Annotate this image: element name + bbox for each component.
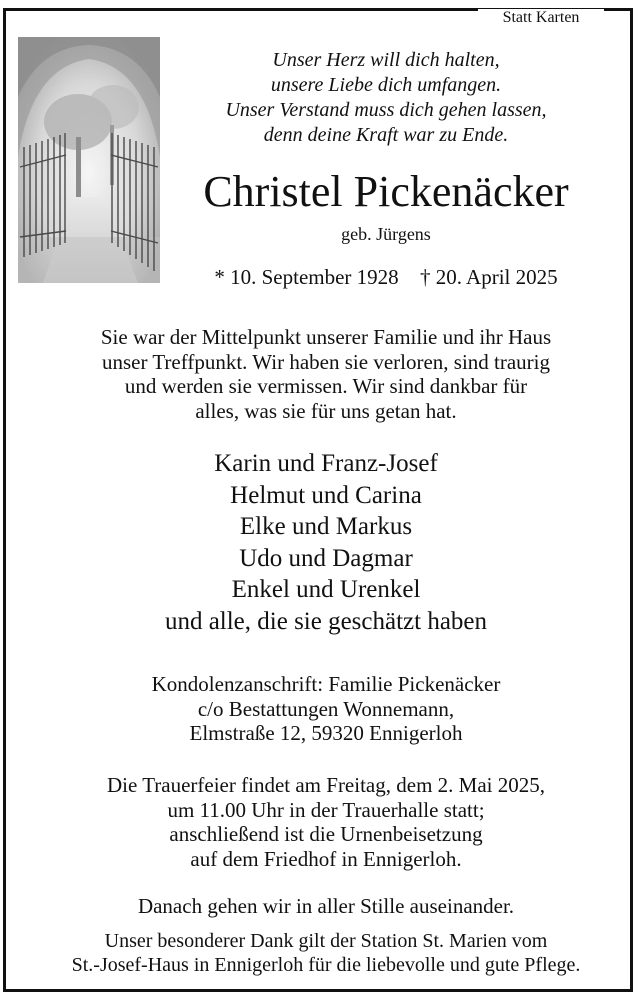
tribute-line: alles, was sie für uns getan hat. xyxy=(195,398,457,423)
life-dates xyxy=(166,265,606,290)
address-line: Elmstraße 12, 59320 Ennigerloh xyxy=(189,721,463,745)
poem-line: unsere Liebe dich umfangen. xyxy=(270,74,502,96)
mourners-list xyxy=(26,448,626,637)
tribute-line: und werden sie vermissen. Wir sind dankbar für xyxy=(124,374,528,398)
birth-date: * 10. September 1928 xyxy=(214,265,399,289)
poem-line: Unser Verstand muss dich gehen lassen, xyxy=(225,99,547,121)
thanks-line: Unser besonderer Dank gilt der Station St. Marien vom xyxy=(104,930,548,952)
address-line: c/o Bestattungen Wonnemann, xyxy=(197,696,455,721)
born-name: geb. Jürgens xyxy=(341,224,431,244)
death-date: † 20. April 2025 xyxy=(419,265,558,289)
ceremony-line: um 11.00 Uhr in der Trauerhalle statt; xyxy=(167,797,485,822)
mourner-line: Karin und Franz-Josef xyxy=(214,450,438,477)
garden-gate-photo xyxy=(18,37,160,283)
condolence-address xyxy=(26,672,626,746)
poem-line: Unser Herz will dich halten, xyxy=(272,49,500,71)
mourner-line: Elke und Markus xyxy=(239,513,413,540)
ceremony-line: anschließend ist die Urnenbeisetzung xyxy=(169,822,483,846)
garden-gate-icon xyxy=(18,37,160,283)
thanks-line: St.-Josef-Haus in Ennigerloh für die liebevolle und gute Pflege. xyxy=(71,954,581,976)
poem xyxy=(176,48,596,148)
ceremony-line: auf dem Friedhof in Ennigerloh. xyxy=(190,846,462,871)
ceremony-info xyxy=(26,773,626,871)
poem-line: denn deine Kraft war zu Ende. xyxy=(263,124,509,146)
mourner-line: Udo und Dagmar xyxy=(239,544,413,572)
tribute-text xyxy=(26,325,626,423)
farewell-text: Danach gehen wir in aller Stille auseinander. xyxy=(137,894,515,918)
tribute-line: Sie war der Mittelpunkt unserer Familie und ihr Haus xyxy=(100,325,552,349)
ceremony-line: Die Trauerfeier findet am Freitag, dem 2. Mai 2025, xyxy=(107,773,545,797)
mourner-line: und alle, die sie geschätzt haben xyxy=(164,607,488,635)
mourner-line: Enkel und Urenkel xyxy=(231,576,421,603)
address-line: Kondolenzanschrift: Familie Pickenäcker xyxy=(151,672,501,696)
mourner-line: Helmut und Carina xyxy=(230,481,422,509)
deceased-name: Christel Pickenäcker xyxy=(203,167,569,216)
tribute-line: unser Treffpunkt. Wir haben sie verloren, sind traurig xyxy=(101,349,551,374)
obituary-frame xyxy=(3,8,633,992)
thanks-text xyxy=(26,929,626,977)
statt-karten-label: Statt Karten xyxy=(478,9,604,27)
